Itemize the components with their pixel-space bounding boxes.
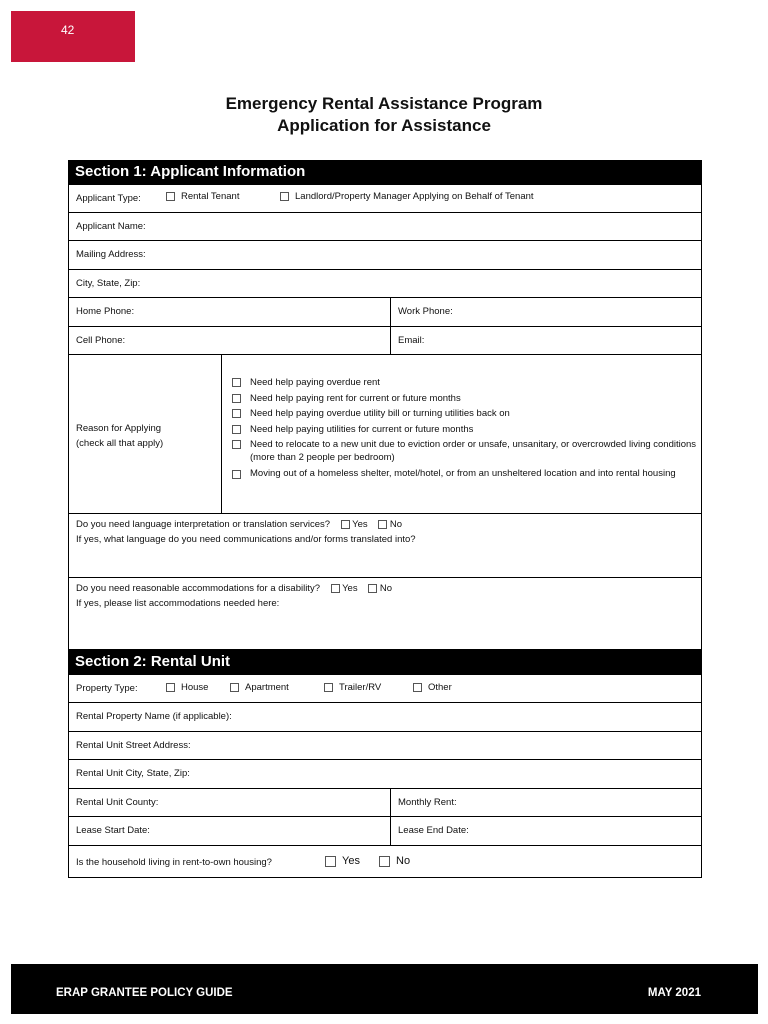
phone-row — [69, 298, 701, 327]
section-2-heading: Section 2: Rental Unit — [68, 650, 702, 674]
property-type-label: Property Type: — [76, 683, 138, 694]
applicant-name-row[interactable] — [69, 213, 701, 241]
reason-item — [232, 467, 705, 480]
page-footer — [11, 964, 758, 1014]
tenant-checkbox[interactable] — [166, 192, 175, 201]
reason-text: Moving out of a homeless shelter, motel/hotel, or from an unsheltered location and into rental housing — [250, 467, 676, 479]
reason-item — [232, 422, 705, 437]
page-number: 42 — [61, 23, 75, 37]
page-number-tab — [11, 11, 135, 62]
county-label: Rental Unit County: — [76, 797, 159, 808]
lease-end-field[interactable] — [391, 817, 701, 845]
work-phone-label: Work Phone: — [398, 306, 453, 317]
city-state-zip-label: City, State, Zip: — [76, 278, 141, 289]
tenant-option-label: Rental Tenant — [181, 191, 240, 202]
rent-to-own-no-checkbox[interactable] — [379, 856, 390, 867]
reason-text: Need help paying utilities for current or future months — [250, 423, 474, 435]
language-no-checkbox[interactable] — [378, 520, 387, 529]
other-option — [413, 682, 452, 693]
county-rent-row — [69, 789, 701, 817]
reason-list — [232, 375, 705, 480]
footer-guide-title: ERAP GRANTEE POLICY GUIDE — [56, 987, 233, 999]
house-option-label: House — [181, 682, 209, 693]
language-block — [76, 517, 416, 547]
reason-label — [76, 421, 163, 451]
county-field[interactable] — [69, 789, 391, 816]
reason-text: Need help paying rent for current or future months — [250, 392, 461, 404]
accommodation-question: Do you need reasonable accommodations for a disability? — [76, 583, 320, 594]
reason-item — [232, 391, 705, 406]
lease-start-label: Lease Start Date: — [76, 825, 150, 836]
accommodation-no-label: No — [379, 583, 393, 594]
applicant-type-label: Applicant Type: — [76, 193, 141, 204]
cell-phone-field[interactable] — [69, 327, 391, 354]
accommodation-yes-label: Yes — [342, 583, 358, 594]
apartment-option — [230, 682, 289, 693]
unit-city-label: Rental Unit City, State, Zip: — [76, 768, 190, 779]
lease-end-label: Lease End Date: — [398, 825, 469, 836]
rent-to-own-no-label: No — [396, 855, 411, 867]
accommodation-yes-checkbox[interactable] — [331, 584, 340, 593]
reason-checkbox[interactable] — [232, 378, 241, 387]
work-phone-field[interactable] — [391, 298, 701, 326]
accommodation-no-checkbox[interactable] — [368, 584, 377, 593]
rent-to-own-row — [69, 846, 701, 879]
section-1-form — [68, 184, 702, 650]
rent-to-own-no — [379, 855, 410, 867]
section-1-heading: Section 1: Applicant Information — [68, 160, 702, 184]
accommodation-question-line — [76, 581, 392, 596]
reason-text: Need to relocate to a new unit due to eviction order or unsafe, unsanitary, or overcrowded living conditions (more than 2 people per bedroom) — [250, 439, 697, 463]
other-checkbox[interactable] — [413, 683, 422, 692]
lease-dates-row — [69, 817, 701, 846]
reason-text: Need help paying overdue utility bill or turning utilities back on — [250, 408, 510, 419]
reason-checkbox[interactable] — [232, 425, 241, 434]
unit-city-row[interactable] — [69, 760, 701, 789]
reason-text: Need help paying overdue rent — [250, 377, 380, 388]
rent-to-own-question: Is the household living in rent-to-own housing? — [76, 857, 272, 868]
title-line-2: Application for Assistance — [277, 116, 491, 135]
monthly-rent-field[interactable] — [391, 789, 701, 816]
language-question-line — [76, 517, 416, 532]
email-label: Email: — [398, 335, 425, 346]
trailer-option-label: Trailer/RV — [339, 682, 382, 693]
email-field[interactable] — [391, 327, 701, 354]
trailer-option — [324, 682, 381, 693]
reason-label-cell — [69, 355, 222, 513]
monthly-rent-label: Monthly Rent: — [398, 797, 457, 808]
reason-row — [69, 355, 701, 514]
apartment-checkbox[interactable] — [230, 683, 239, 692]
city-state-zip-row[interactable] — [69, 270, 701, 298]
street-address-row[interactable] — [69, 732, 701, 760]
language-no-label: No — [389, 519, 403, 530]
trailer-checkbox[interactable] — [324, 683, 333, 692]
rent-to-own-yes — [325, 855, 360, 867]
language-yes-label: Yes — [352, 519, 368, 530]
section-2-form — [68, 674, 702, 878]
applicant-type-row — [69, 185, 701, 213]
applicant-name-label: Applicant Name: — [76, 221, 146, 232]
landlord-option — [280, 191, 534, 202]
reason-checkbox[interactable] — [232, 470, 241, 479]
language-question: Do you need language interpretation or translation services? — [76, 519, 331, 530]
reason-checkbox[interactable] — [232, 409, 241, 418]
reason-label-line-2: (check all that apply) — [76, 438, 164, 449]
mailing-address-row[interactable] — [69, 241, 701, 270]
house-option — [166, 682, 208, 693]
tenant-option — [166, 191, 239, 202]
footer-date: MAY 2021 — [647, 987, 701, 999]
reason-label-line-1: Reason for Applying — [76, 423, 162, 434]
reason-item — [232, 375, 705, 390]
title-line-1: Emergency Rental Assistance Program — [225, 94, 543, 113]
document-title — [0, 93, 768, 137]
street-address-label: Rental Unit Street Address: — [76, 740, 191, 751]
reason-checkbox[interactable] — [232, 440, 241, 449]
landlord-checkbox[interactable] — [280, 192, 289, 201]
reason-options-cell — [222, 355, 701, 513]
mailing-address-label: Mailing Address: — [76, 249, 146, 260]
property-name-label: Rental Property Name (if applicable): — [76, 711, 232, 722]
reason-checkbox[interactable] — [232, 394, 241, 403]
property-name-row[interactable] — [69, 703, 701, 732]
landlord-option-label: Landlord/Property Manager Applying on Behalf of Tenant — [295, 191, 534, 202]
house-checkbox[interactable] — [166, 683, 175, 692]
rent-to-own-yes-label: Yes — [342, 855, 360, 867]
other-option-label: Other — [428, 682, 452, 693]
accommodation-block — [76, 581, 392, 611]
property-type-row — [69, 675, 701, 703]
home-phone-field[interactable] — [69, 298, 391, 326]
lease-start-field[interactable] — [69, 817, 391, 845]
language-yes-checkbox[interactable] — [341, 520, 350, 529]
rent-to-own-yes-checkbox[interactable] — [325, 856, 336, 867]
accommodation-row — [69, 578, 701, 651]
reason-item — [232, 406, 705, 421]
reason-item — [232, 437, 705, 466]
cell-phone-label: Cell Phone: — [76, 335, 126, 346]
language-followup: If yes, what language do you need communications and/or forms translated into? — [76, 534, 416, 545]
language-row — [69, 514, 701, 578]
home-phone-label: Home Phone: — [76, 306, 135, 317]
apartment-option-label: Apartment — [245, 682, 289, 693]
accommodation-followup: If yes, please list accommodations needed here: — [76, 598, 280, 609]
cell-email-row — [69, 327, 701, 355]
